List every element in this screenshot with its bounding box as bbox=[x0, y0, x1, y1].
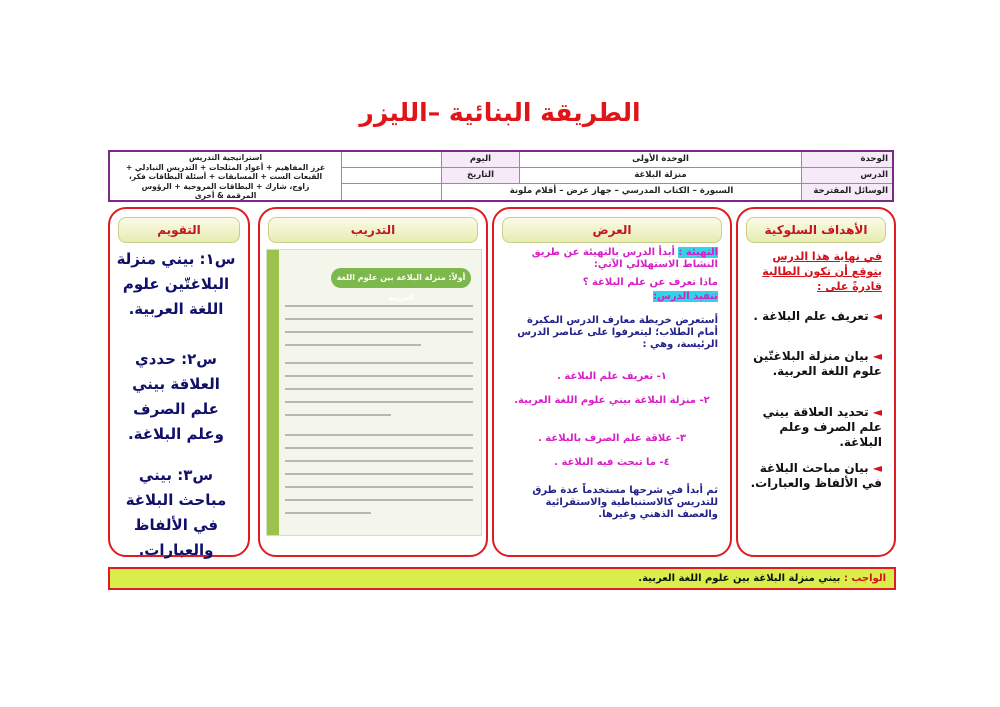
date-label: التاريخ bbox=[442, 168, 520, 184]
text-line bbox=[285, 305, 473, 307]
evaluation-question: س٢: حددي العلاقة بيني علم الصرف وعلم البلاغة. bbox=[127, 350, 224, 443]
text-line bbox=[285, 434, 473, 436]
training-title: التدريب bbox=[268, 217, 478, 243]
text-line bbox=[285, 473, 473, 475]
page-strip bbox=[267, 250, 279, 535]
text-line bbox=[285, 331, 473, 333]
text-line bbox=[285, 486, 473, 488]
text-line bbox=[285, 460, 473, 462]
homework-text: بيني منزلة البلاغة بين علوم اللغة العربية. bbox=[638, 573, 841, 584]
strategy-line: غرز المفاهيم + أعواد المثلجات + التدريس التبادلي + bbox=[125, 162, 326, 172]
homework-bar bbox=[108, 567, 896, 590]
page-title: الطريقة البنائية –الليزر bbox=[359, 98, 641, 127]
goal-item bbox=[748, 461, 882, 491]
text-line bbox=[285, 447, 473, 449]
text-line bbox=[285, 388, 473, 390]
evaluation-title: التقويم bbox=[118, 217, 240, 243]
exec-text: أستعرض خريطة معارف الدرس المكبرة أمام الطلاب؛ ليتعرفوا على عناصر الدرس الرئيسة، وهي : bbox=[517, 315, 718, 350]
lesson-info-table bbox=[108, 150, 894, 202]
goals-title: الأهداف السلوكية bbox=[746, 217, 886, 243]
evaluation-question: س٣: بيني مباحث البلاغة في الألفاظ والعبارات. bbox=[125, 466, 227, 559]
goal-text: بيان منزلة البلاغتّين علوم اللغة العربية. bbox=[753, 349, 882, 378]
arrow-icon: ◄ bbox=[872, 349, 882, 363]
intro-question: ماذا تعرف عن علم البلاغة ؟ bbox=[582, 277, 718, 288]
day-value bbox=[342, 152, 442, 168]
goal-item bbox=[748, 309, 882, 324]
evaluation-panel bbox=[108, 207, 250, 557]
intro-text: أبدأ الدرس بالتهيئة عن طريق النشاط الاستهلالي الآتي: bbox=[531, 247, 718, 270]
presentation-panel bbox=[492, 207, 732, 557]
goal-item bbox=[748, 405, 882, 450]
intro-label: التهيئة : bbox=[678, 247, 718, 258]
date-value bbox=[342, 168, 442, 184]
text-line bbox=[285, 318, 473, 320]
goal-text: بيان مباحث البلاغة في الألفاظ والعبارات. bbox=[750, 461, 882, 490]
text-line bbox=[285, 401, 473, 403]
exec-block bbox=[506, 291, 718, 303]
lesson-item: ١- تعريف علم البلاغة . bbox=[557, 371, 667, 382]
exec-label: تنفيذ الدرس: bbox=[653, 291, 718, 302]
strategy-line: القبعات الست + المسابقات + أسئلة البطاقات فكر، bbox=[128, 172, 323, 182]
goals-panel bbox=[736, 207, 896, 557]
day-label: اليوم bbox=[442, 152, 520, 168]
aids-label: الوسائل المقترحة bbox=[802, 184, 892, 200]
evaluation-question: س١: بيني منزلة البلاغتّين علوم اللغة العربية. bbox=[116, 250, 236, 318]
goal-text: تحديد العلاقة بيني علم الصرف وعلم البلاغة. bbox=[762, 405, 882, 449]
presentation-title: العرض bbox=[502, 217, 722, 243]
strategy-line: استراتيجية التدريس bbox=[188, 153, 263, 162]
lesson-item: ٤- ما تبحث فيه البلاغة . bbox=[554, 457, 670, 468]
intro-block bbox=[506, 247, 718, 271]
training-panel bbox=[258, 207, 488, 557]
strategy-line: المرقمة & أخرى bbox=[194, 191, 257, 201]
homework-label: الواجب : bbox=[843, 573, 886, 584]
arrow-icon: ◄ bbox=[872, 309, 882, 323]
goals-intro: في نهاية هذا الدرس يتوقع أن تكون الطالبة قادرةً على : bbox=[762, 250, 882, 293]
aids-value: السبورة – الكتاب المدرسي – جهاز عرض – أقلام ملونة bbox=[442, 184, 802, 200]
textbook-heading: أولاً: منزلة البلاغة بين علوم اللغة العربية bbox=[331, 268, 471, 288]
text-line bbox=[285, 344, 421, 346]
strategy-cell bbox=[110, 152, 342, 200]
goal-item bbox=[748, 349, 882, 379]
strategy-line: زاوج، شارك + البطاقات المروحية + الرؤوس bbox=[141, 181, 310, 191]
text-line bbox=[285, 499, 473, 501]
lesson-label: الدرس bbox=[802, 168, 892, 184]
lesson-item: ٢- منزلة البلاغة بيني علوم اللغة العربية. bbox=[514, 395, 710, 406]
text-line bbox=[285, 414, 391, 416]
lesson-item: ٣- علاقة علم الصرف بالبلاغة . bbox=[538, 433, 686, 444]
text-line bbox=[285, 362, 473, 364]
goal-text: تعريف علم البلاغة . bbox=[753, 309, 869, 323]
period-value bbox=[342, 184, 442, 200]
text-line bbox=[285, 375, 473, 377]
unit-value: الوحدة الأولى bbox=[520, 152, 802, 168]
textbook-page-image bbox=[266, 249, 482, 536]
arrow-icon: ◄ bbox=[872, 405, 882, 419]
closing-text: ثم أبدأ في شرحها مستخدماً عدة طرق للتدريس كالاستنباطية والاستقرائية والعصف الذهني وغيرها. bbox=[532, 485, 718, 520]
text-line bbox=[285, 512, 371, 514]
arrow-icon: ◄ bbox=[872, 461, 882, 475]
unit-label: الوحدة bbox=[802, 152, 892, 168]
lesson-value: منزلة البلاغة bbox=[520, 168, 802, 184]
